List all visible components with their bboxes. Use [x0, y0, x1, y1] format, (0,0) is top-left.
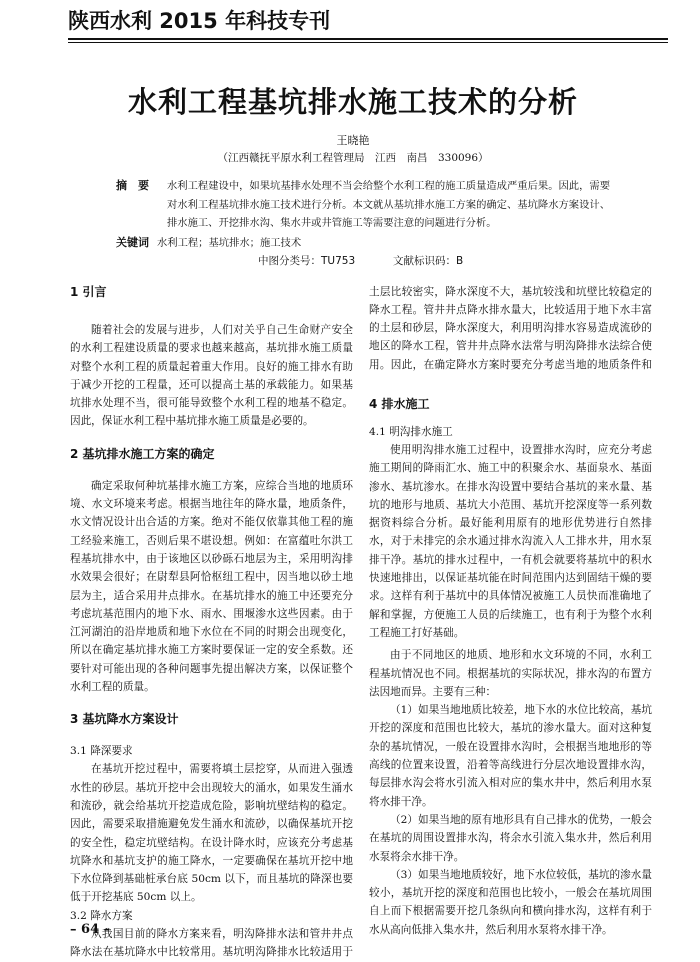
section-2-paragraph: 确定采取何种坑基排水施工方案，应综合当地的地质环境、水文环境来考虑。根据当地往年的降水量，地质条件，水文情况设计出合适的方案。绝对不能仅依靠其他工程的施工经验来施工，否则后果不堪设想。例如：在富蕴吐尔洪工程基坑排水中，由于该地区以砂砾石地层为主，采用明沟排水效果会很好；在尉犁县阿恰枢纽工程中，因当地以砂土地层为主，适合采用井点排水。在基坑排水的施工中还要充分考虑坑基范围内的地下水、雨水、围堰渗水这些因素。由于江河湖泊的沿岸地质和地下水位在不同的时期会出现变化，所以在确定基坑排水施工方案时要保证一定的安全系数。还要针对可能出现的各种问题事先提出解决方案，以保证整个水利工程的质量。 — [70, 479, 353, 694]
header-rule-thin — [68, 42, 668, 43]
section-4-paragraph-1: 使用明沟排水施工过程中，设置排水沟时，应充分考虑施工期间的降雨汇水、施工中的积聚余水、基面泉水、基面渗水、基坑渗水。在排水沟设置中要结合基坑的来水量、基坑的地形与地质、基坑大小范围、基坑开挖深度等一系列数据资料综合分析。最好能利用原有的地形优势进行自然排水，对于未排完的余水通过排水沟流入人工排水井，用水泵排干净。基坑的排水过程中，一有机会就要将基坑中的积水快速地排出，以保证基坑能在时间范围内达到固结干燥的要求。这样有利于基坑中的具体情况被施工人员快而准确地了解和掌握，方便施工人员的后续施工，也有利于为整个水利工程施工打好基础。 — [369, 444, 652, 639]
section-4-paragraph-4: （2）如果当地的原有地形具有自己排水的优势，一般会在基坑的周围设置排水沟，将余水引流入集水井，然后利用水泵将余水排干净。 — [369, 813, 652, 863]
document-code: 文献标识码：B — [393, 255, 464, 267]
subsection-3-2-heading: 3.2 降水方案 — [70, 909, 133, 922]
section-4-paragraph-2: 由于不同地区的地质、地形和水文环境的不同，水利工程基坑情况也不同。根据基坑的实际状况，排水沟的布置方法因地而异。主要有三种： — [369, 649, 652, 698]
abstract — [116, 177, 610, 233]
section-4-paragraph-3: （1）如果当地地质比较差，地下水的水位比较高，基坑开挖的深度和范围也比较大，基坑的渗水量大。面对这种复杂的基坑情况，一般在设置排水沟时，会根据当地地形的等高线的位置来设置，沿着等高线进行分层次地设置排水沟，每层排水沟会将水引流入相对应的集水井中，然后利用水泵将水排干净。 — [369, 704, 652, 808]
left-column — [70, 283, 353, 962]
subsection-4-1-heading: 4.1 明沟排水施工 — [369, 426, 453, 438]
abstract-text: 水利工程建设中，如果坑基排水处理不当会给整个水利工程的施工质量造成严重后果。因此，需要对水利工程基坑排水施工技术进行分析。本文就从基坑排水施工方案的确定、基坑降水方案设计、排水施工、开挖排水沟、集水井或井管施工等需要注意的问题进行分析。 — [167, 180, 610, 229]
abstract-label: 摘 要 — [116, 179, 149, 192]
subsection-3-2-continued: 土层比较密实，降水深度不大，基坑较浅和坑壁比较稳定的降水工程。管井井点降水排水量大，比较适用于地下水丰富的土层和砂层，降水深度大，利用明沟排水容易造成流砂的地区的降水工程，管井井点降水法常与明沟降排水法综合使用。因此，在确定降水方案时要充分考虑当地的地质条件和 — [369, 285, 652, 371]
right-column — [369, 283, 652, 939]
section-1-paragraph: 随着社会的发展与进步，人们对关乎自己生命财产安全的水利工程建设质量的要求也越来越高，基坑排水施工质量对整个水利工程的质量起着重大作用。良好的施工排水有助于减少开挖的工程量，还可以提高土基的承载能力。如果基坑排水处理不当，很可能导致整个水利工程的地基不稳定。因此，保证水利工程中基坑排水施工质量是必要的。 — [70, 324, 353, 428]
subsection-3-1-paragraph: 在基坑开挖过程中，需要将填土层挖穿，从而进入强透水性的砂层。基坑开挖中会出现较大的涌水，如果发生涌水和流砂，就会给基坑开挖造成危险，影响坑壁结构的稳定。因此，需要采取措施避免发生涌水和流砂，以确保基坑开挖的安全性，稳定坑壁结构。在设计降水时，应该充分考虑基坑降水和基坑支护的施工降水，一定要确保在基坑开挖中地下水位降到基础桩承台底 50cm 以下，而且基坑的降深也要低于开挖基底 50cm 以上。 — [70, 763, 353, 904]
subsection-3-1-heading: 3.1 降深要求 — [70, 745, 133, 758]
keywords-label: 关键词 — [116, 236, 149, 249]
section-4-heading: 4 排水施工 — [369, 397, 430, 411]
section-2-heading: 2 基坑排水施工方案的确定 — [70, 446, 215, 461]
keywords — [116, 234, 610, 252]
classification-number: 中图分类号：TU753 — [258, 255, 356, 267]
section-4-paragraph-5: （3）如果当地地质较好，地下水位较低，基坑的渗水量较小，基坑开挖的深度和范围也比较小，一般会在基坑周围自上而下根据需要开挖几条纵向和横向排水沟，这样有利于水从高向低排入集水井，然后利用水泵将水排干净。 — [369, 868, 652, 936]
author: 王晓艳 — [336, 134, 370, 147]
section-1-heading: 1 引言 — [70, 285, 107, 299]
section-3-heading: 3 基坑降水方案设计 — [70, 712, 179, 727]
affiliation: （江西赣抚平原水利工程管理局 江西 南昌 330096） — [217, 152, 489, 164]
paper-title: 水利工程基坑排水施工技术的分析 — [127, 85, 578, 119]
keywords-text: 水利工程；基坑排水；施工技术 — [157, 237, 302, 249]
subsection-3-2-paragraph: 从我国目前的降水方案来看，明沟降排水法和管井井点降水法在基坑降水中比较常用。基坑明沟降排水比较适用于 — [70, 927, 353, 959]
journal-header — [68, 6, 668, 40]
header-rule — [68, 38, 668, 40]
page-number: – 64 – — [70, 922, 111, 937]
journal-name: 陕西水利 2015 年科技专刊 — [68, 9, 331, 33]
